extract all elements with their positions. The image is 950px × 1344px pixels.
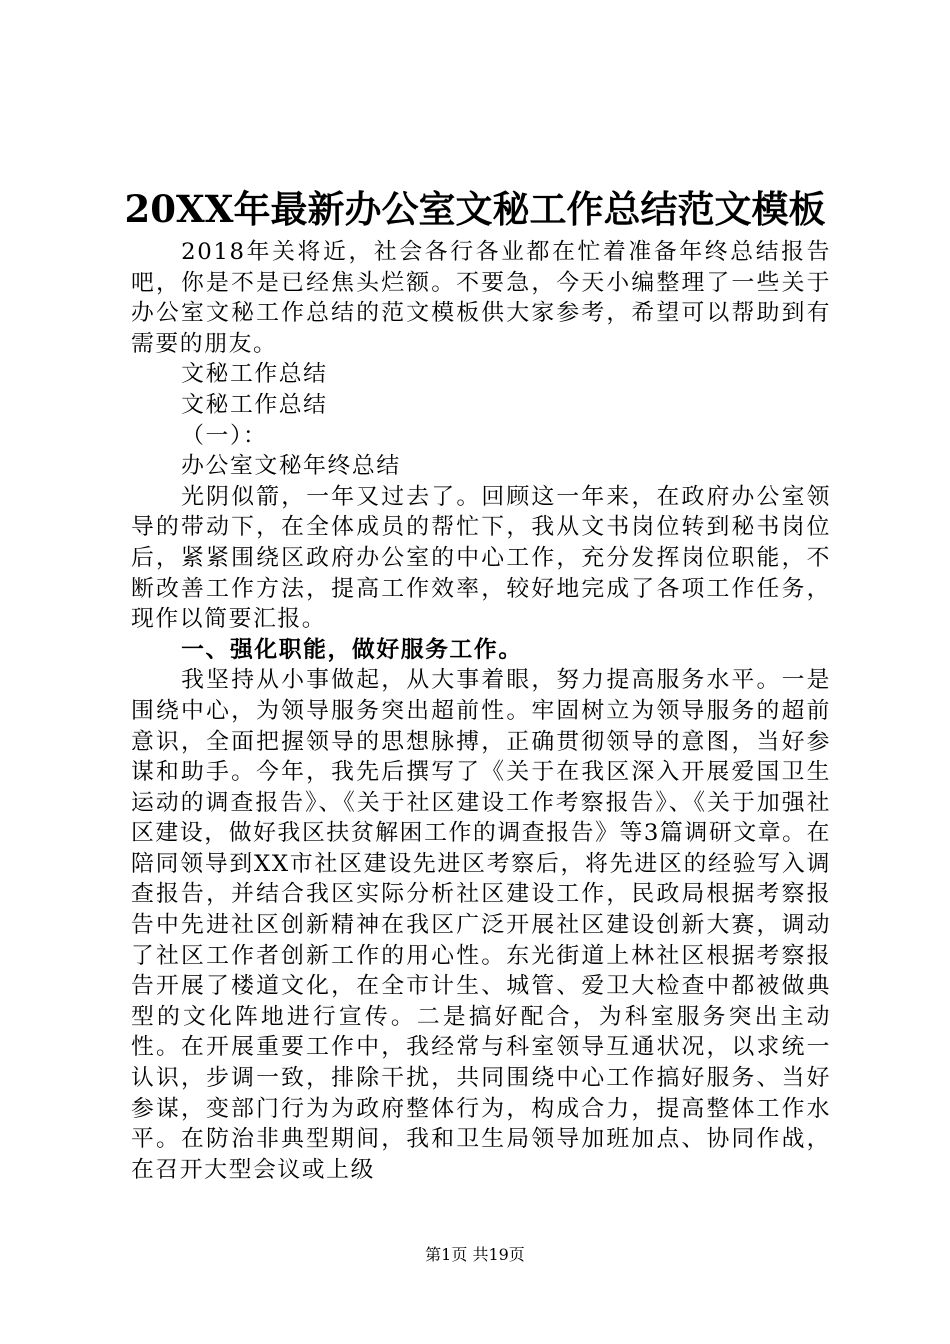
section-heading-1: 文秘工作总结 — [181, 361, 328, 388]
body-paragraph-1: 光阴似箭，一年又过去了。回顾这一年来，在政府办公室领导的带动下，在全体成员的帮忙下，我从文书岗位转到秘书岗位后，紧紧围绕区政府办公室的中心工作，充分发挥岗位职能，不断改善工作方法，提高工作效率，较好地完成了各项工作任务，现作以简要汇报。 — [131, 483, 831, 633]
document-body — [131, 237, 831, 1185]
section-heading-2: 文秘工作总结 — [181, 391, 328, 418]
section-subtitle: 办公室文秘年终总结 — [181, 453, 401, 480]
intro-paragraph: 2018年关将近，社会各行各业都在忙着准备年终总结报告吧，你是不是已经焦头烂额。不要急，今天小编整理了一些关于办公室文秘工作总结的范文模板供大家参考，希望可以帮助到有需要的朋友。 — [131, 239, 831, 357]
document-title: 20XX年最新办公室文秘工作总结范文模板 — [124, 187, 826, 231]
body-paragraph-2: 我坚持从小事做起，从大事着眼，努力提高服务水平。一是围绕中心，为领导服务突出超前性。牢固树立为领导服务的超前意识，全面把握领导的思想脉搏，正确贯彻领导的意图，当好参谋和助手。今年，我先后撰写了《关于在我区深入开展爱国卫生运动的调查报告》、《关于社区建设工作考察报告》、《关于加强社区建设，做好我区扶贫解困工作的调查报告》等3篇调研文章。在陪同领导到XX市社区建设先进区考察后，将先进区的经验写入调查报告，并结合我区实际分析社区建设工作，民政局根据考察报告中先进社区创新精神在我区广泛开展社区建设创新大赛，调动了社区工作者创新工作的用心性。东光街道上林社区根据考察报告开展了楼道文化，在全市计生、城管、爱卫大检查中都被做典型的文化阵地进行宣传。二是搞好配合，为科室服务突出主动性。在开展重要工作中，我经常与科室领导互通状况，以求统一认识，步调一致，排除干扰，共同围绕中心工作搞好服务、当好参谋，变部门行为为政府整体行为，构成合力，提高整体工作水平。在防治非典型期间，我和卫生局领导加班加点、协同作战，在召开大型会议或上级 — [131, 667, 831, 1183]
section-number: （一）： — [181, 422, 268, 449]
subheading-strengthen-functions: 一、强化职能，做好服务工作。 — [181, 636, 523, 663]
page-footer: 第1页 共19页 — [425, 1245, 525, 1264]
